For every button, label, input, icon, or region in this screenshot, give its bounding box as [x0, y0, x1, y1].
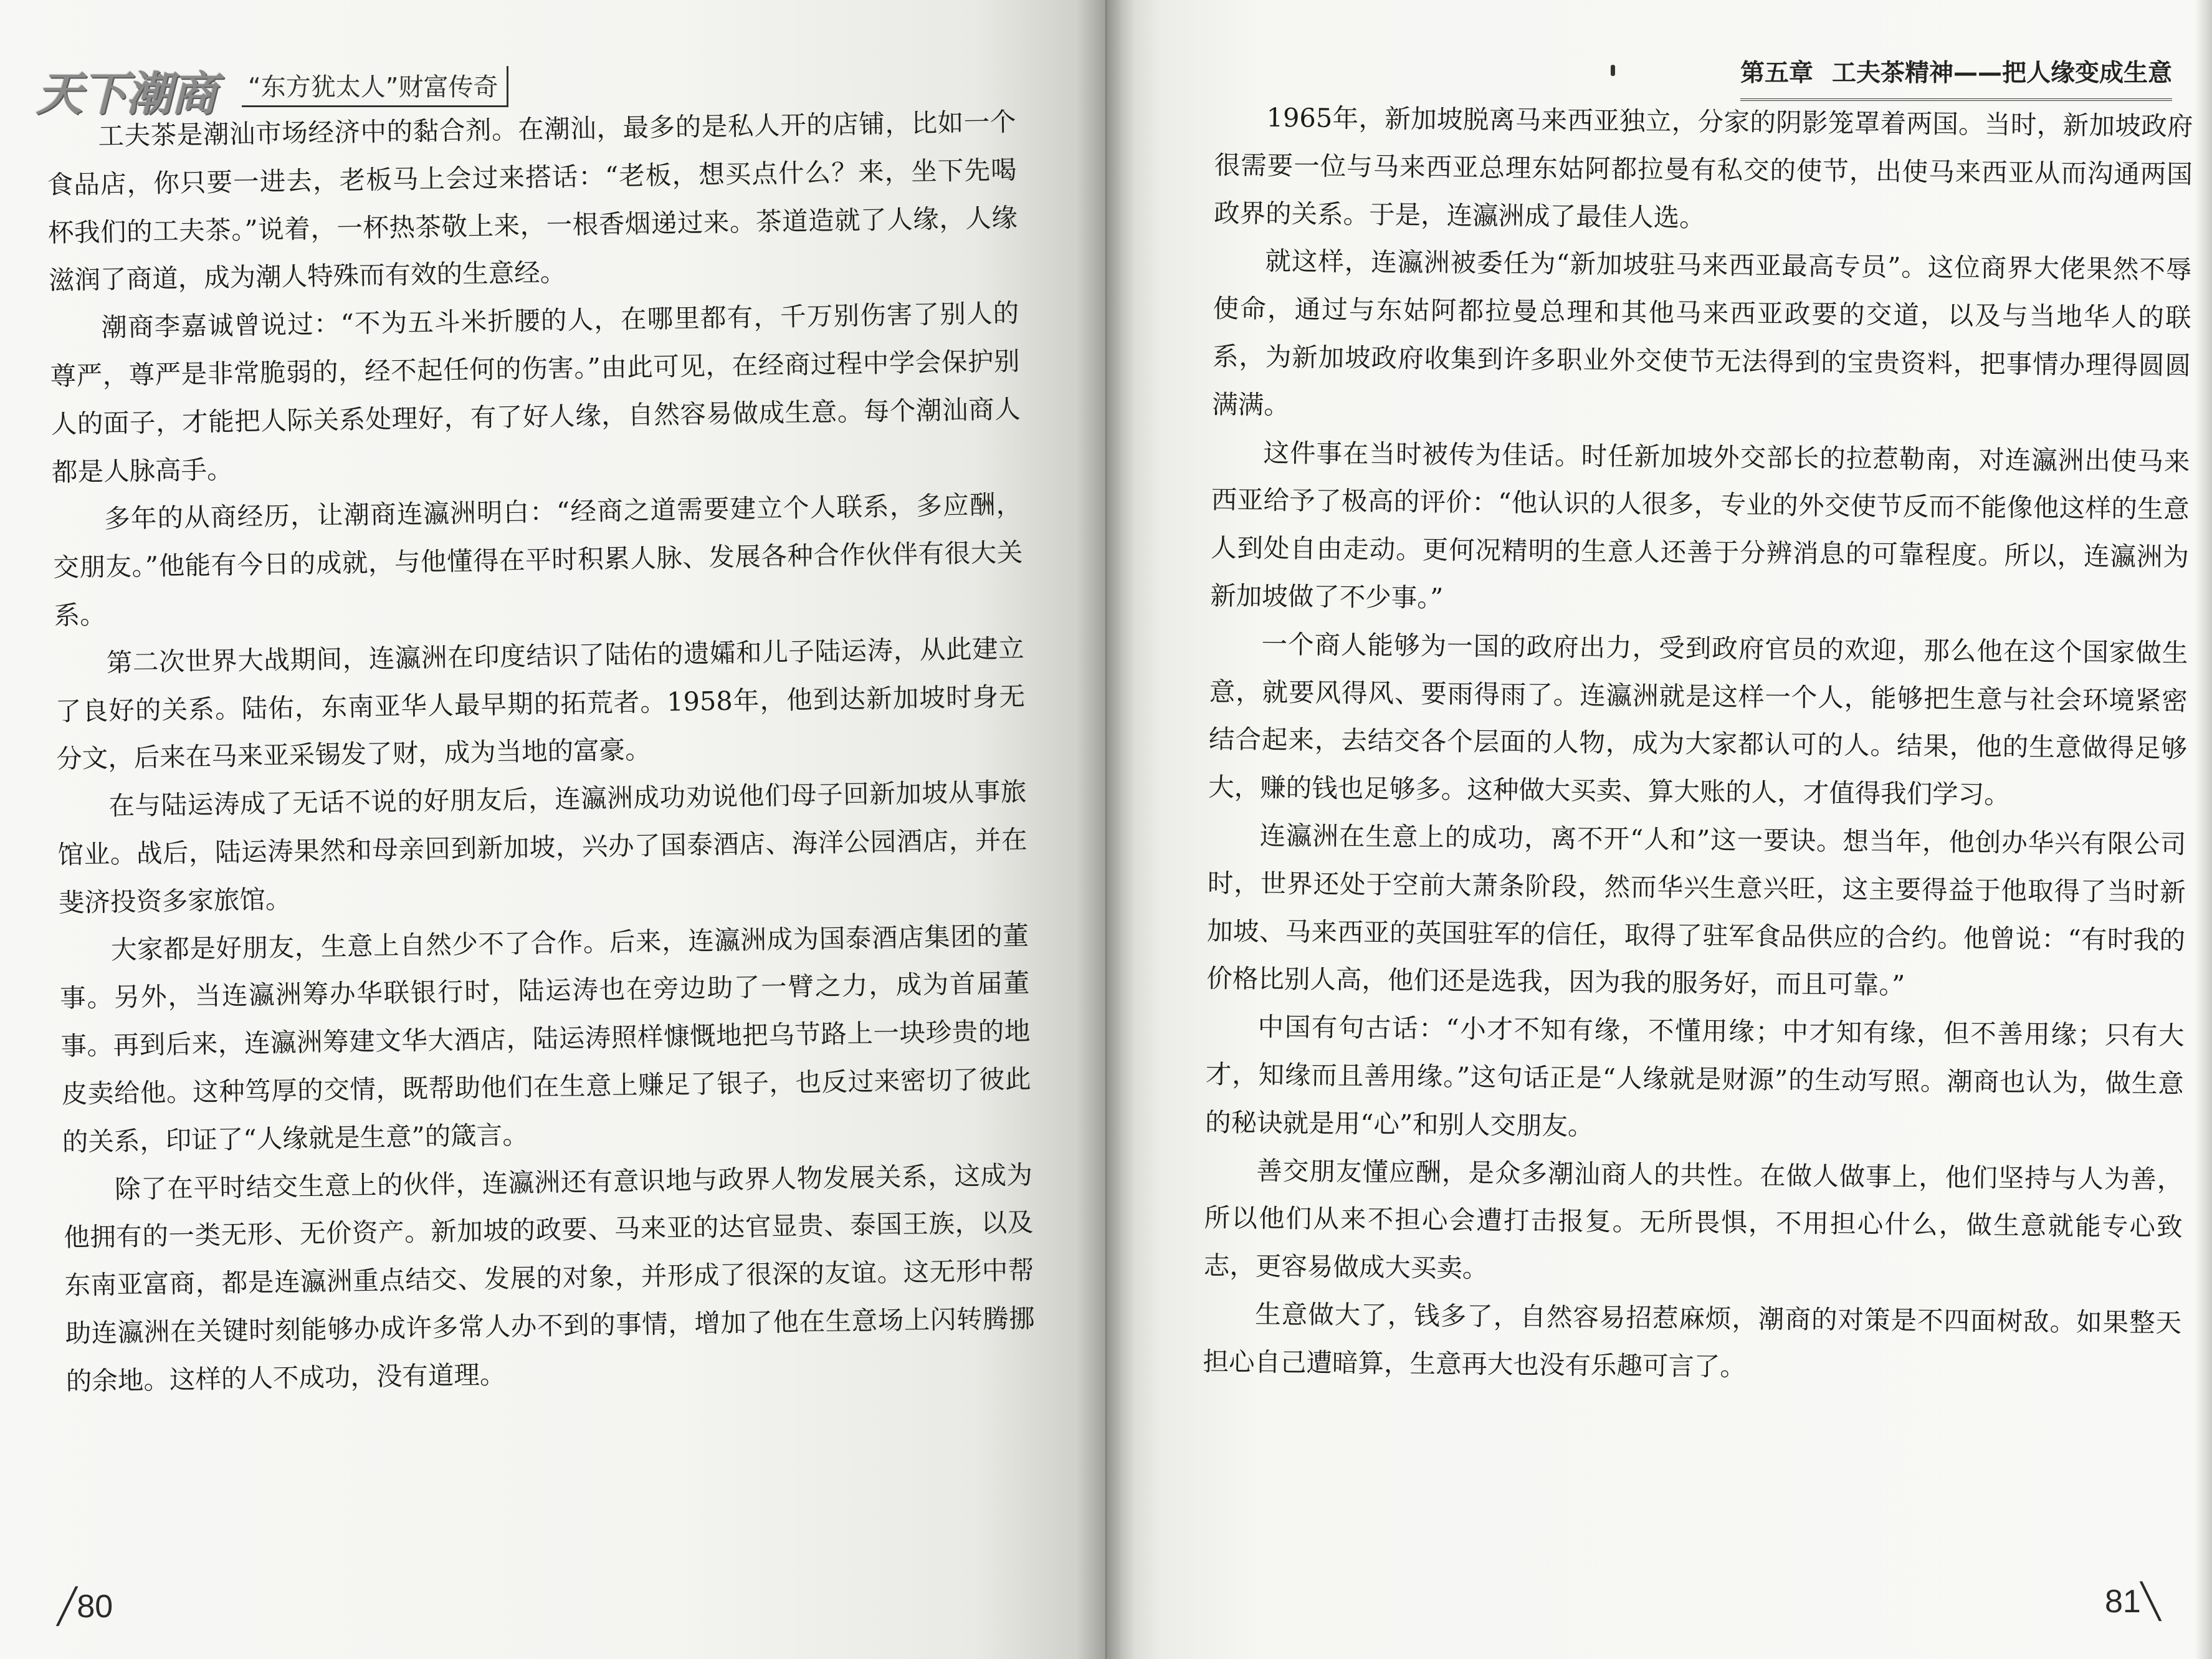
paragraph: 在与陆运涛成了无话不说的好朋友后，连瀛洲成功劝说他们母子回新加坡从事旅馆业。战后，陆运涛果然和母亲回到新加坡，兴办了国泰酒店、海洋公园酒店，并在斐济投资多家旅馆。 — [57, 776, 1027, 918]
series-brand-logo: 天下潮商 — [36, 67, 216, 121]
paragraph: 中国有句古话：“小才不知有缘，不懂用缘；中才知有缘，但不善用缘；只有大才，知缘而且善用缘。”这句话正是“人缘就是财源”的生动写照。潮商也认为，做生意的秘诀就是用“心”和别人交朋友。 — [1204, 1011, 2185, 1141]
page-number-value: 81 — [2105, 1584, 2141, 1620]
left-page-number — [57, 1588, 113, 1625]
paragraph: 这件事在当时被传为佳话。时任新加坡外交部长的拉惹勒南，对连瀛洲出使马来西亚给予了极高的评价：“他认识的人很多，专业的外交使节反而不能像他这样的生意人到处自由走动。更何况精明的生意人还善于分辨消息的可靠程度。所以，连瀛洲为新加坡做了不少事。” — [1210, 437, 2190, 613]
scan-speck-icon — [1611, 65, 1615, 76]
chapter-number: 第五章 — [1740, 59, 1813, 87]
page-number-value: 80 — [77, 1589, 113, 1625]
paragraph: 就这样，连瀛洲被委任为“新加坡驻马来西亚最高专员”。这位商界大佬果然不辱使命，通过与东姑阿都拉曼总理和其他马来西亚政要的交道，以及与当地华人的联系，为新加坡政府收集到许多职业外交使节无法得到的宝贵资料，把事情办理得圆圆满满。 — [1211, 246, 2192, 420]
paragraph: 1965年，新加坡脱离马来西亚独立，分家的阴影笼罩着两国。当时，新加坡政府很需要一位与马来西亚总理东姑阿都拉曼有私交的使节，出使马来西亚从而沟通两国政界的关系。于是，连瀛洲成了最佳人选。 — [1213, 102, 2193, 233]
paragraph: 连瀛洲在生意上的成功，离不开“人和”这一要诀。想当年，他创办华兴有限公司时，世界还处于空前大萧条阶段，然而华兴生意兴旺，这主要得益于他取得了当时新加坡、马来西亚的英国驻军的信任，取得了驻军食品供应的合约。他曾说：“有时我的价格比别人高，他们还是选我，因为我的服务好，而且可靠。” — [1206, 820, 2186, 1001]
right-page-number — [2105, 1583, 2160, 1620]
right-running-header — [1740, 54, 2172, 101]
book-gutter-shadow — [1077, 0, 1135, 1659]
paragraph: 潮商李嘉诚曾说过：“不为五斗米折腰的人，在哪里都有，千万别伤害了别人的尊严，尊严是非常脆弱的，经不起任何的伤害。”由此可见，在经商过程中学会保护别人的面子，才能把人际关系处理好，有了好人缘，自然容易做成生意。每个潮汕商人都是人脉高手。 — [50, 297, 1021, 487]
left-running-header — [36, 57, 535, 121]
paragraph: 除了在平时结交生意上的伙伴，连瀛洲还有意识地与政界人物发展关系，这成为他拥有的一类无形、无价资产。新加坡的政要、马来亚的达官显贵、泰国王族，以及东南亚富商，都是连瀛洲重点结交、发展的对象，并形成了很深的友谊。这无形中帮助连瀛洲在关键时刻能够办成许多常人办不到的事情，增加了他在生意场上闪转腾挪的余地。这样的人不成功，没有道理。 — [63, 1159, 1035, 1397]
paragraph: 生意做大了，钱多了，自然容易招惹麻烦，潮商的对策是不四面树敌。如果整天担心自己遭暗算，生意再大也没有乐趣可言了。 — [1203, 1298, 2182, 1382]
book-subtitle: “东方犹太人”财富传奇 — [242, 66, 508, 107]
backslash-icon: ╲ — [2140, 1582, 2161, 1621]
paragraph: 大家都是好朋友，生意上自然少不了合作。后来，连瀛洲成为国泰酒店集团的董事。另外，当连瀛洲筹办华联银行时，陆运涛也在旁边助了一臂之力，成为首届董事。再到后来，连瀛洲筹建文华大酒店，陆运涛照样慷慨地把乌节路上一块珍贵的地皮卖给他。这种笃厚的交情，既帮助他们在生意上赚足了银子，也反过来密切了彼此的关系，印证了“人缘就是生意”的箴言。 — [59, 919, 1031, 1157]
left-body-text — [46, 98, 1036, 1406]
slash-icon: ╱ — [57, 1587, 77, 1626]
page-edge-shadow — [2195, 0, 2212, 1659]
paragraph: 善交朋友懂应酬，是众多潮汕商人的共性。在做人做事上，他们坚持与人为善，所以他们从来不担心会遭打击报复。无所畏惧，不用担心什么，做生意就能专心致志，更容易做成大买卖。 — [1203, 1155, 2183, 1284]
paragraph: 多年的从商经历，让潮商连瀛洲明白：“经商之道需要建立个人联系，多应酬，交朋友。”他能有今日的成就，与他懂得在平时积累人脉、发展各种合作伙伴有很大关系。 — [53, 489, 1023, 631]
paragraph: 一个商人能够为一国的政府出力，受到政府官员的欢迎，那么他在这个国家做生意，就要风得风、要雨得雨了。连瀛洲就是这样一个人，能够把生意与社会环境紧密结合起来，去结交各个层面的人物，成为大家都认可的人。结果，他的生意做得足够大，赚的钱也足够多。这种做大买卖、算大账的人，才值得我们学习。 — [1208, 628, 2188, 810]
paragraph: 第二次世界大战期间，连瀛洲在印度结识了陆佑的遗孀和儿子陆运涛，从此建立了良好的关系。陆佑，东南亚华人最早期的拓荒者。1958年，他到达新加坡时身无分文，后来在马来亚采锡发了财，成为当地的富豪。 — [55, 633, 1026, 775]
chapter-title: 工夫茶精神——把人缘变成生意 — [1831, 59, 2172, 87]
right-body-text — [1203, 93, 2193, 1395]
paragraph: 工夫茶是潮汕市场经济中的黏合剂。在潮汕，最多的是私人开的店铺，比如一个食品店，你只要一进去，老板马上会过来搭话：“老板，想买点什么？来，坐下先喝杯我们的工夫茶。”说着，一杯热茶敬上来，一根香烟递过来。茶道造就了人缘，人缘滋润了商道，成为潮人特殊而有效的生意经。 — [47, 106, 1018, 296]
